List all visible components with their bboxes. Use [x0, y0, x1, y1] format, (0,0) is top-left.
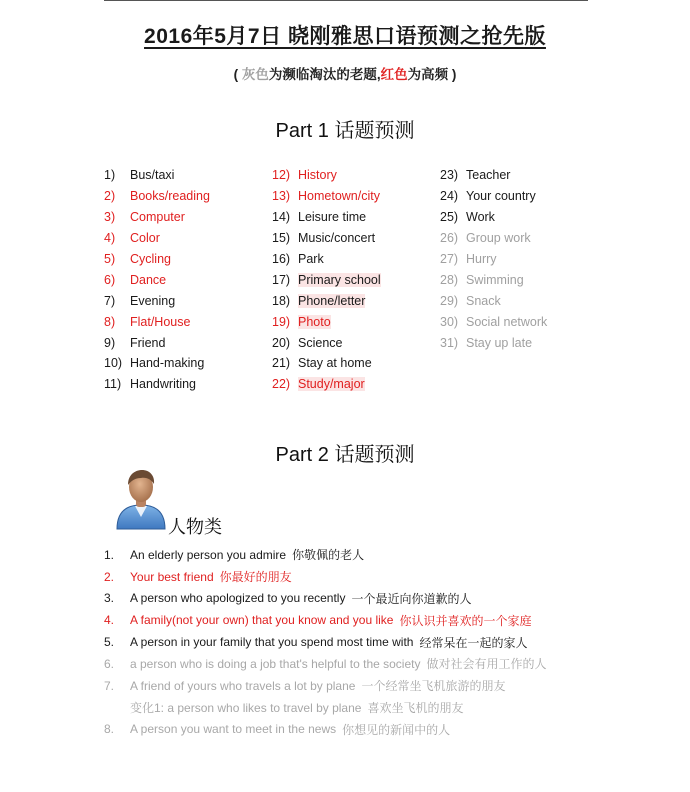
topic-chinese: 一个最近向你道歉的人	[351, 591, 472, 606]
topic-label: Books/reading	[130, 189, 210, 204]
topic-label: Social network	[466, 314, 548, 329]
part1-topic-item	[440, 269, 547, 290]
topic-number: 30)	[440, 314, 459, 329]
topic-label: Snack	[466, 293, 501, 308]
topic-label: Work	[466, 210, 495, 225]
part1-topic-item	[272, 311, 381, 332]
topic-label: Leisure time	[298, 210, 367, 225]
legend	[0, 63, 690, 83]
topic-english: A family(not your own) that you know and you like	[130, 613, 394, 628]
topic-english: 变化1: a person who likes to travel by plane	[130, 700, 362, 715]
topic-english: a person who is doing a job that's helpful to the society	[130, 656, 421, 671]
topic-number: 17)	[272, 272, 291, 287]
part1-column-1	[104, 165, 210, 395]
topic-label: Hand-making	[130, 356, 205, 371]
topic-english: A friend of yours who travels a lot by plane	[130, 678, 356, 693]
topic-chinese: 做对社会有用工作的人	[426, 657, 547, 672]
part1-topic-item	[104, 290, 210, 311]
part1-topic-item	[440, 165, 547, 186]
topic-label: Hometown/city	[298, 189, 380, 204]
topic-number: 15)	[272, 231, 291, 246]
topic-number: 25)	[440, 210, 459, 225]
part1-topic-item	[104, 249, 210, 270]
topic-number: 8.	[104, 722, 115, 737]
topic-label: Study/major	[298, 377, 365, 392]
legend-grey-word: 灰色	[241, 67, 269, 82]
topic-label: Science	[298, 335, 343, 350]
part1-topic-item	[104, 165, 210, 186]
topic-number: 24)	[440, 189, 459, 204]
topic-number: 28)	[440, 272, 459, 287]
topic-number: 22)	[272, 377, 291, 392]
part1-topic-item	[104, 207, 210, 228]
topic-number: 21)	[272, 356, 291, 371]
part1-topic-item	[272, 165, 381, 186]
topic-number: 6)	[104, 272, 116, 287]
part1-topic-item	[272, 207, 381, 228]
part2-topic-item	[104, 631, 547, 653]
topic-number: 2.	[104, 569, 115, 584]
topic-label: Friend	[130, 335, 166, 350]
topic-label: Bus/taxi	[130, 168, 175, 183]
part1-topic-item	[104, 374, 210, 395]
topic-label: Handwriting	[130, 377, 197, 392]
part1-topic-item	[272, 353, 381, 374]
topic-number: 7.	[104, 678, 115, 693]
topic-number: 19)	[272, 314, 291, 329]
topic-number: 8)	[104, 314, 116, 329]
topic-chinese: 一个经常坐飞机旅游的朋友	[361, 679, 506, 694]
legend-open: (	[233, 67, 242, 82]
topic-label: Stay up late	[466, 335, 533, 350]
topic-number: 5)	[104, 252, 116, 266]
legend-end: 为高频 )	[407, 67, 457, 82]
topic-chinese: 你最好的朋友	[219, 570, 292, 585]
part1-topic-item	[104, 311, 210, 332]
part2-topic-item	[104, 697, 547, 719]
part1-topic-item	[440, 290, 547, 311]
part1-topic-item	[104, 269, 210, 290]
topic-number: 5.	[104, 635, 115, 650]
topic-number: 13)	[272, 189, 291, 204]
part1-topic-item	[272, 290, 381, 311]
part1-topic-item	[272, 332, 381, 353]
topic-number: 29)	[440, 293, 459, 308]
part1-topic-item	[104, 332, 210, 353]
topic-english: An elderly person you admire	[130, 547, 287, 562]
topic-number: 10)	[104, 356, 123, 371]
part2-topic-item	[104, 609, 547, 631]
topic-number: 11)	[104, 377, 122, 392]
topic-label: Color	[130, 231, 160, 246]
top-rule	[104, 0, 588, 1]
topic-label: Group work	[466, 231, 531, 246]
part1-topic-item	[272, 374, 381, 395]
topic-number: 6.	[104, 656, 115, 671]
part1-column-3	[440, 165, 547, 353]
topic-chinese: 经常呆在一起的家人	[419, 635, 528, 650]
topic-label: Phone/letter	[298, 293, 366, 308]
legend-middle: 为濒临淘汰的老题,	[268, 67, 381, 82]
part1-topic-item	[272, 269, 381, 290]
topic-number: 7)	[104, 293, 116, 308]
part2-topic-item	[104, 588, 547, 610]
part1-topic-item	[440, 186, 547, 207]
topic-chinese: 你敬佩的老人	[292, 548, 365, 563]
topic-chinese: 喜欢坐飞机的朋友	[367, 700, 464, 715]
part2-topic-item	[104, 653, 547, 675]
topic-label: Stay at home	[298, 356, 372, 371]
topic-number: 4)	[104, 231, 116, 246]
topic-number: 4.	[104, 613, 115, 628]
part2-topic-item	[104, 718, 547, 740]
topic-number: 23)	[440, 168, 459, 183]
part1-topic-item	[104, 353, 210, 374]
person-icon	[113, 467, 169, 531]
part1-topic-item	[272, 249, 381, 270]
part1-topic-item	[272, 186, 381, 207]
topic-number: 20)	[272, 335, 291, 350]
topic-label: Photo	[298, 314, 331, 329]
topic-label: Cycling	[130, 252, 171, 266]
topic-label: Computer	[130, 210, 185, 225]
part2-title: Part 2 话题预测	[275, 444, 415, 466]
topic-english: A person in your family that you spend most time with	[130, 635, 414, 650]
topic-label: Primary school	[298, 272, 381, 287]
topic-number: 1)	[104, 168, 116, 183]
topic-number: 16)	[272, 252, 291, 266]
part2-topic-list	[104, 544, 547, 740]
topic-number: 3.	[104, 591, 115, 606]
topic-number: 27)	[440, 252, 459, 266]
part1-topic-item	[440, 207, 547, 228]
topic-chinese: 你认识并喜欢的一个家庭	[399, 613, 532, 628]
topic-number: 9)	[104, 335, 116, 350]
part1-topic-item	[440, 332, 547, 353]
topic-label: History	[298, 168, 337, 183]
part1-column-2	[272, 165, 381, 395]
topic-english: Your best friend	[130, 569, 214, 584]
part2-topic-item	[104, 544, 547, 566]
topic-chinese: 你想见的新闻中的人	[342, 722, 451, 737]
part2-topic-item	[104, 566, 547, 588]
part1-topic-item	[104, 228, 210, 249]
part1-topic-item	[440, 228, 547, 249]
topic-english: A person you want to meet in the news	[130, 722, 337, 737]
page-title: 2016年5月7日 晓刚雅思口语预测之抢先版	[144, 25, 546, 48]
legend-red-word: 红色	[380, 67, 408, 82]
topic-label: Dance	[130, 272, 167, 287]
topic-label: Flat/House	[130, 314, 191, 329]
topic-english: A person who apologized to you recently	[130, 591, 346, 606]
topic-label: Teacher	[466, 168, 511, 183]
topic-number: 14)	[272, 210, 291, 225]
topic-number: 31)	[440, 335, 459, 350]
part1-title: Part 1 话题预测	[275, 120, 415, 142]
topic-number: 2)	[104, 189, 116, 204]
topic-number: 3)	[104, 210, 116, 225]
category-title: 人物类	[168, 517, 222, 537]
topic-number: 12)	[272, 168, 291, 183]
part1-topic-item	[440, 311, 547, 332]
topic-label: Hurry	[466, 252, 497, 266]
part1-topic-item	[272, 228, 381, 249]
topic-label: Music/concert	[298, 231, 376, 246]
topic-label: Park	[298, 252, 324, 266]
topic-label: Swimming	[466, 272, 524, 287]
part2-topic-item	[104, 675, 547, 697]
topic-label: Your country	[466, 189, 536, 204]
part1-topic-item	[104, 186, 210, 207]
topic-number: 1.	[104, 547, 115, 562]
part1-topic-item	[440, 249, 547, 270]
topic-label: Evening	[130, 293, 176, 308]
topic-number: 18)	[272, 293, 291, 308]
topic-number: 26)	[440, 231, 459, 246]
